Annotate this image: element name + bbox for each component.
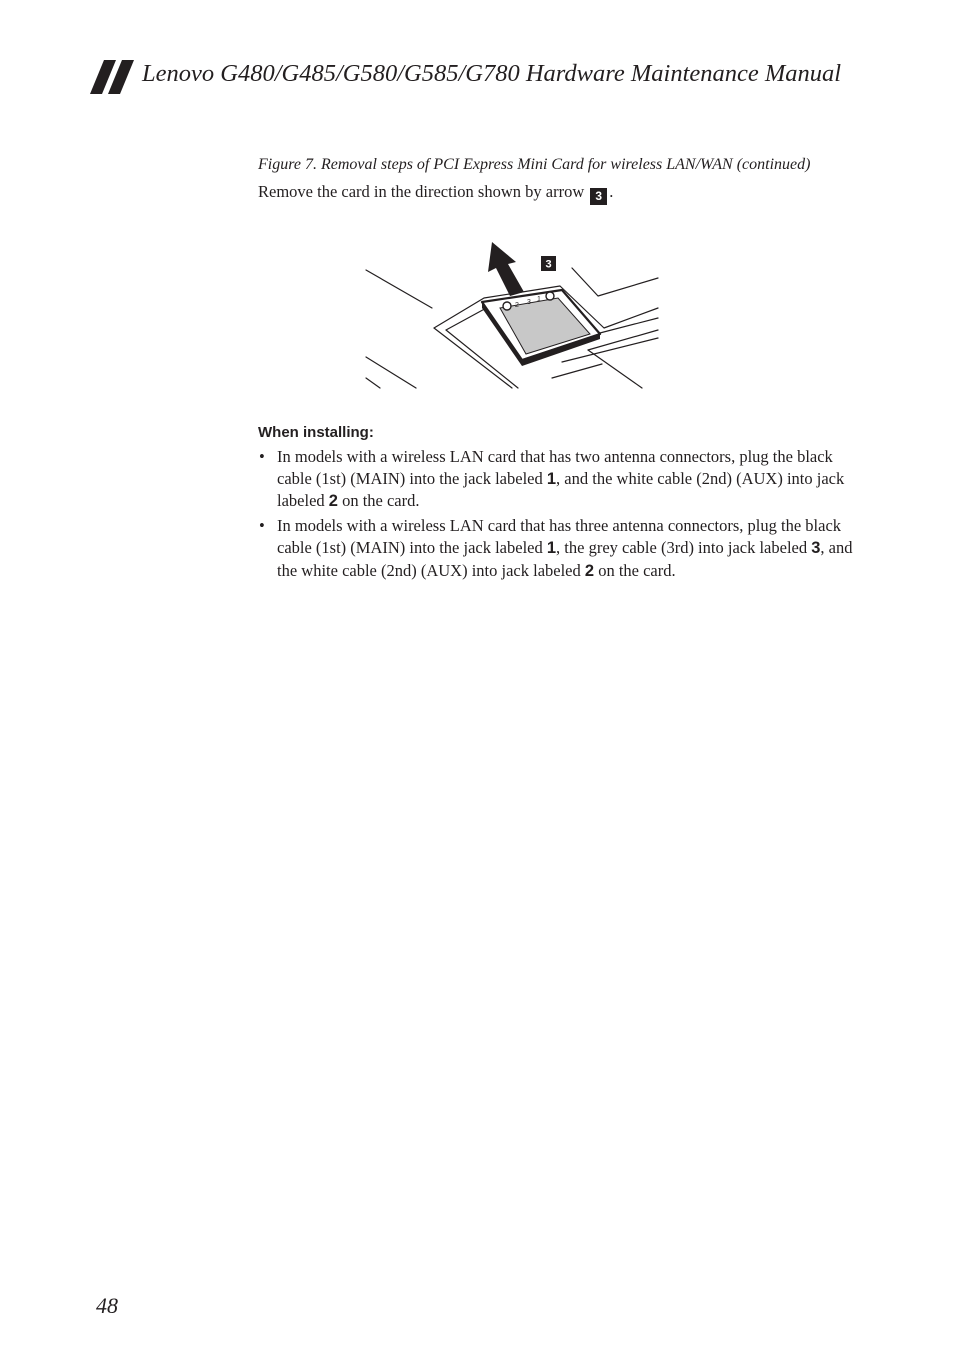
mini-card (482, 290, 600, 366)
item-text: In models with a wireless LAN card that has two antenna connectors, plug the black cable (1st) (MAIN) into the jack labeled (277, 447, 833, 488)
figure-caption: Figure 7. Removal steps of PCI Express Mini Card for wireless LAN/WAN (continued) (258, 156, 811, 173)
figure-instruction (258, 181, 878, 205)
jack-number: 3 (811, 538, 821, 557)
bullet-dot: • (259, 447, 265, 466)
removal-arrow (488, 242, 524, 296)
document-title: Lenovo G480/G485/G580/G585/G780 Hardware Maintenance Manual (142, 60, 842, 87)
installing-list (258, 446, 868, 584)
chassis-line (366, 378, 380, 388)
jack-number: 2 (328, 492, 338, 511)
list-item (258, 515, 868, 582)
item-text: , and the white cable (2nd) (AUX) into jack labeled (277, 468, 845, 511)
jack-number: 2 (584, 561, 595, 580)
chassis-line (366, 270, 432, 308)
item-text: , the grey cable (3rd) into jack labeled (556, 537, 812, 557)
callout-label: 3 (545, 258, 552, 271)
slot-frame (588, 350, 642, 388)
list-item (258, 446, 868, 513)
mini-card-removal-figure (362, 238, 662, 390)
item-text: In models with a wireless LAN card that has three antenna connectors, plug the black cable (1st) (MAIN) into the jack labeled (277, 516, 842, 557)
bullet-dot: • (259, 516, 265, 536)
installing-heading: When installing: (258, 424, 374, 441)
jack-label: 2 (515, 302, 519, 309)
callout-badge (541, 256, 556, 271)
instruction-text: Remove the card in the direction shown by arrow (258, 182, 585, 201)
step-badge: 3 (590, 188, 607, 205)
chassis-line (572, 268, 658, 296)
item-text: , and the white cable (2nd) (AUX) into jack labeled (277, 537, 853, 580)
slot-frame (552, 364, 602, 378)
jack-label: 3 (527, 299, 531, 306)
jack-number: 1 (546, 538, 557, 557)
instruction-end: . (609, 182, 614, 201)
header-slash-mark (90, 60, 136, 94)
slot-frame (434, 328, 512, 388)
jack-number: 1 (546, 469, 557, 488)
page-number: 48 (96, 1293, 118, 1318)
item-text: on the card. (594, 560, 676, 580)
jack-label: 1 (537, 296, 541, 303)
item-text: on the card. (337, 491, 420, 511)
